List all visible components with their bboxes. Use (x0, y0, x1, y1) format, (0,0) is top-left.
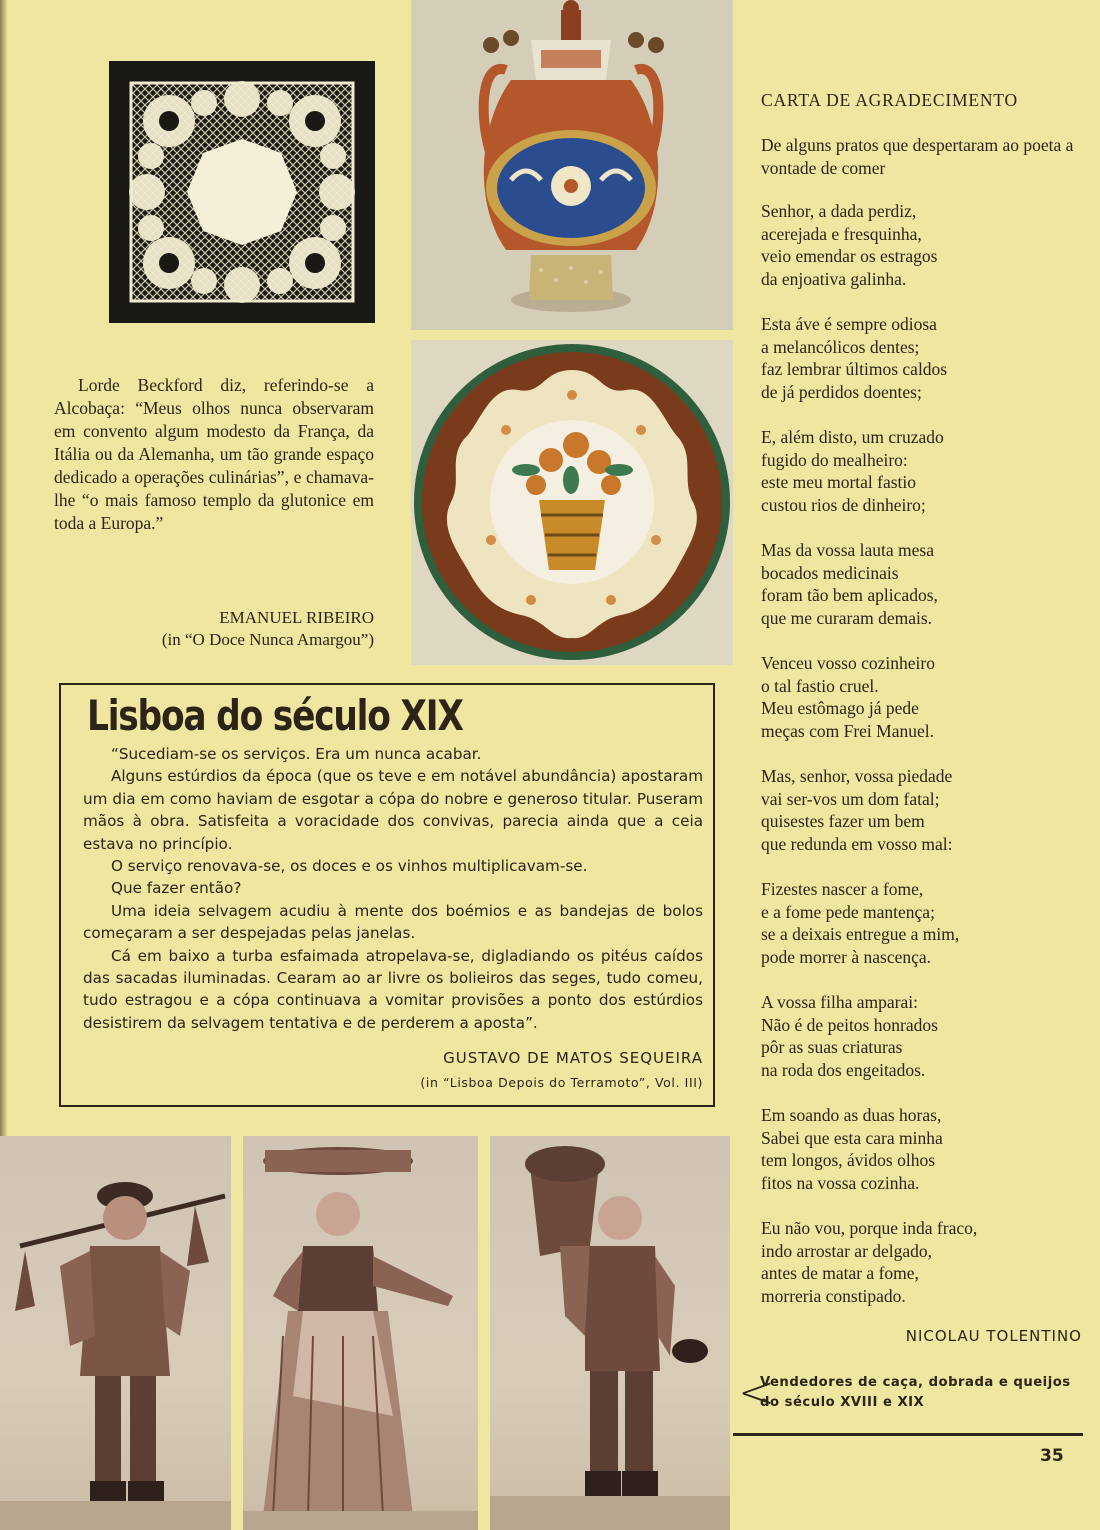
poem-line: Fizestes nascer a fome, (761, 879, 924, 899)
lisboa-paragraph: O serviço renovava-se, os doces e os vinhos multiplicavam-se. (111, 857, 588, 876)
poem-line: pode morrer à nascença. (761, 946, 932, 967)
poem-line: Mas, senhor, vossa piedade (761, 766, 953, 786)
poem-line: Meu estômago já pede (761, 698, 919, 718)
poem-line: veio emendar os estragos (761, 246, 938, 266)
lisboa-box (59, 683, 715, 1107)
poem-line: a melancólicos dentes; (761, 336, 920, 357)
poem-line: Senhor, a dada perdiz, (761, 201, 917, 221)
poem-line: Esta áve é sempre odiosa (761, 314, 937, 334)
poem-line: faz lembrar últimos caldos (761, 359, 948, 379)
poem-stanza (761, 991, 1091, 1081)
poem-body (761, 200, 1091, 1330)
poem-stanza (761, 878, 1091, 968)
cheese-vendor-engraving (490, 1136, 730, 1530)
lisboa-paragraph: Uma ideia selvagem acudiu à mente dos boémios e as bandejas de bolos começaram a ser despejadas pelas janelas. (83, 901, 703, 943)
poem-line: na roda dos engeitados. (761, 1059, 926, 1080)
poem-line: que redunda em vosso mal: (761, 833, 953, 854)
poem-line: Sabei que esta cara minha (761, 1127, 943, 1148)
poem-stanza (761, 652, 1091, 742)
lace-doily-image (109, 61, 375, 323)
poem-line: tem longos, ávidos olhos (761, 1150, 936, 1170)
poem-line: se a deixais entregue a mim, (761, 924, 960, 944)
lisboa-paragraph: Alguns estúrdios da época (que os teve e em notável abundância) apostaram um dia em como haviam de esgotar a cópa do nobre e generoso titular. Puseram mãos à obra. Satisfeita a voracidade dos convivas, parecia ainda que a ceia estava no princípio. (83, 767, 703, 853)
poem-line: foram tão bem aplicados, (761, 585, 938, 605)
poem-line: o tal fastio cruel. (761, 675, 879, 696)
ceramic-vase-image (411, 0, 733, 330)
poem-line: custou rios de dinheiro; (761, 494, 926, 515)
poem-line: bocados medicinais (761, 562, 899, 583)
poem-stanza (761, 539, 1091, 629)
caption-arrow-icon: < (738, 1367, 775, 1418)
poem-line: Eu não vou, porque inda fraco, (761, 1218, 978, 1238)
poem-line: vai ser-vos um dom fatal; (761, 788, 940, 809)
poem-line: Não é de peitos honrados (761, 1014, 938, 1035)
lisboa-body (83, 743, 703, 1034)
poem-line: A vossa filha amparai: (761, 992, 918, 1012)
poem-line: indo arrostar ar delgado, (761, 1240, 933, 1261)
page-number: 35 (1040, 1446, 1064, 1466)
beckford-author: EMANUEL RIBEIRO (219, 608, 374, 627)
lisboa-paragraph: Que fazer então? (111, 879, 242, 898)
poem-author: NICOLAU TOLENTINO (905, 1327, 1082, 1345)
footer-rule (733, 1433, 1083, 1436)
poem-line: de já perdidos doentes; (761, 381, 922, 402)
game-vendor-engraving (0, 1136, 231, 1530)
poem-line: fugido do mealheiro: (761, 449, 908, 470)
poem-line: Venceu vosso cozinheiro (761, 653, 935, 673)
poem-line: este meu mortal fastio (761, 472, 917, 492)
poem-title: CARTA DE AGRADECIMENTO (761, 90, 1018, 110)
vendors-caption: Vendedores de caça, dobrada e queijos do século XVIII e XIX (760, 1375, 1071, 1410)
poem-line: que me curaram demais. (761, 607, 933, 628)
poem-line: morreria constipado. (761, 1285, 906, 1306)
poem-stanza (761, 1104, 1091, 1194)
lisboa-paragraph: “Sucediam-se os serviços. Era um nunca acabar. (111, 745, 482, 763)
poem-stanza (761, 1217, 1091, 1307)
poem-stanza (761, 426, 1091, 516)
lisboa-title: Lisboa do século XIX (87, 691, 463, 740)
poem-stanza (761, 200, 1091, 290)
lisboa-source: (in “Lisboa Depois do Terramoto”, Vol. III) (420, 1075, 703, 1090)
lisboa-paragraph: Cá em baixo a turba esfaimada atropelava-se, digladiando os pitéus caídos das sacadas iluminadas. Cearam ao ar livre os bolieiros das seges, tudo comeu, tudo estragou e a cópa continuava a vomitar provisões a ponto dos estúrdios desistirem da selvagem tentativa e de perderem a aposta”. (83, 946, 703, 1032)
poem-stanza (761, 765, 1091, 855)
poem-line: fitos na vossa cozinha. (761, 1172, 920, 1193)
ceramic-plate-image (411, 340, 733, 665)
poem-line: Em soando as duas horas, (761, 1105, 942, 1125)
poem-line: antes de matar a fome, (761, 1263, 919, 1283)
poem-line: Mas da vossa lauta mesa (761, 540, 935, 560)
poem-line: acerejada e fresquinha, (761, 223, 922, 244)
poem-line: da enjoativa galinha. (761, 268, 907, 289)
poem-stanza (761, 313, 1091, 403)
poem-line: pôr as suas criaturas (761, 1037, 903, 1057)
poem-line: meças com Frei Manuel. (761, 720, 935, 741)
poem-line: e a fome pede mantença; (761, 901, 935, 922)
poem-subtitle: De alguns pratos que despertaram ao poeta a vontade de comer (761, 135, 1074, 178)
poem-line: quisestes fazer um bem (761, 811, 925, 831)
lisboa-author: GUSTAVO DE MATOS SEQUEIRA (443, 1049, 703, 1067)
tripe-vendor-engraving (243, 1136, 478, 1530)
poem-line: E, além disto, um cruzado (761, 427, 944, 447)
beckford-source: (in “O Doce Nunca Amargou”) (161, 630, 374, 649)
beckford-quote: Lorde Beckford diz, referindo-se a Alcobaça: “Meus olhos nunca observaram em convento algum modesto da França, da Itália ou da Alemanha, um tão grande espaço dedicado a operações culinárias”, e chamava-lhe “o mais famoso templo da glutonice em toda a Europa.” (54, 375, 374, 533)
beckford-attribution (54, 607, 374, 651)
